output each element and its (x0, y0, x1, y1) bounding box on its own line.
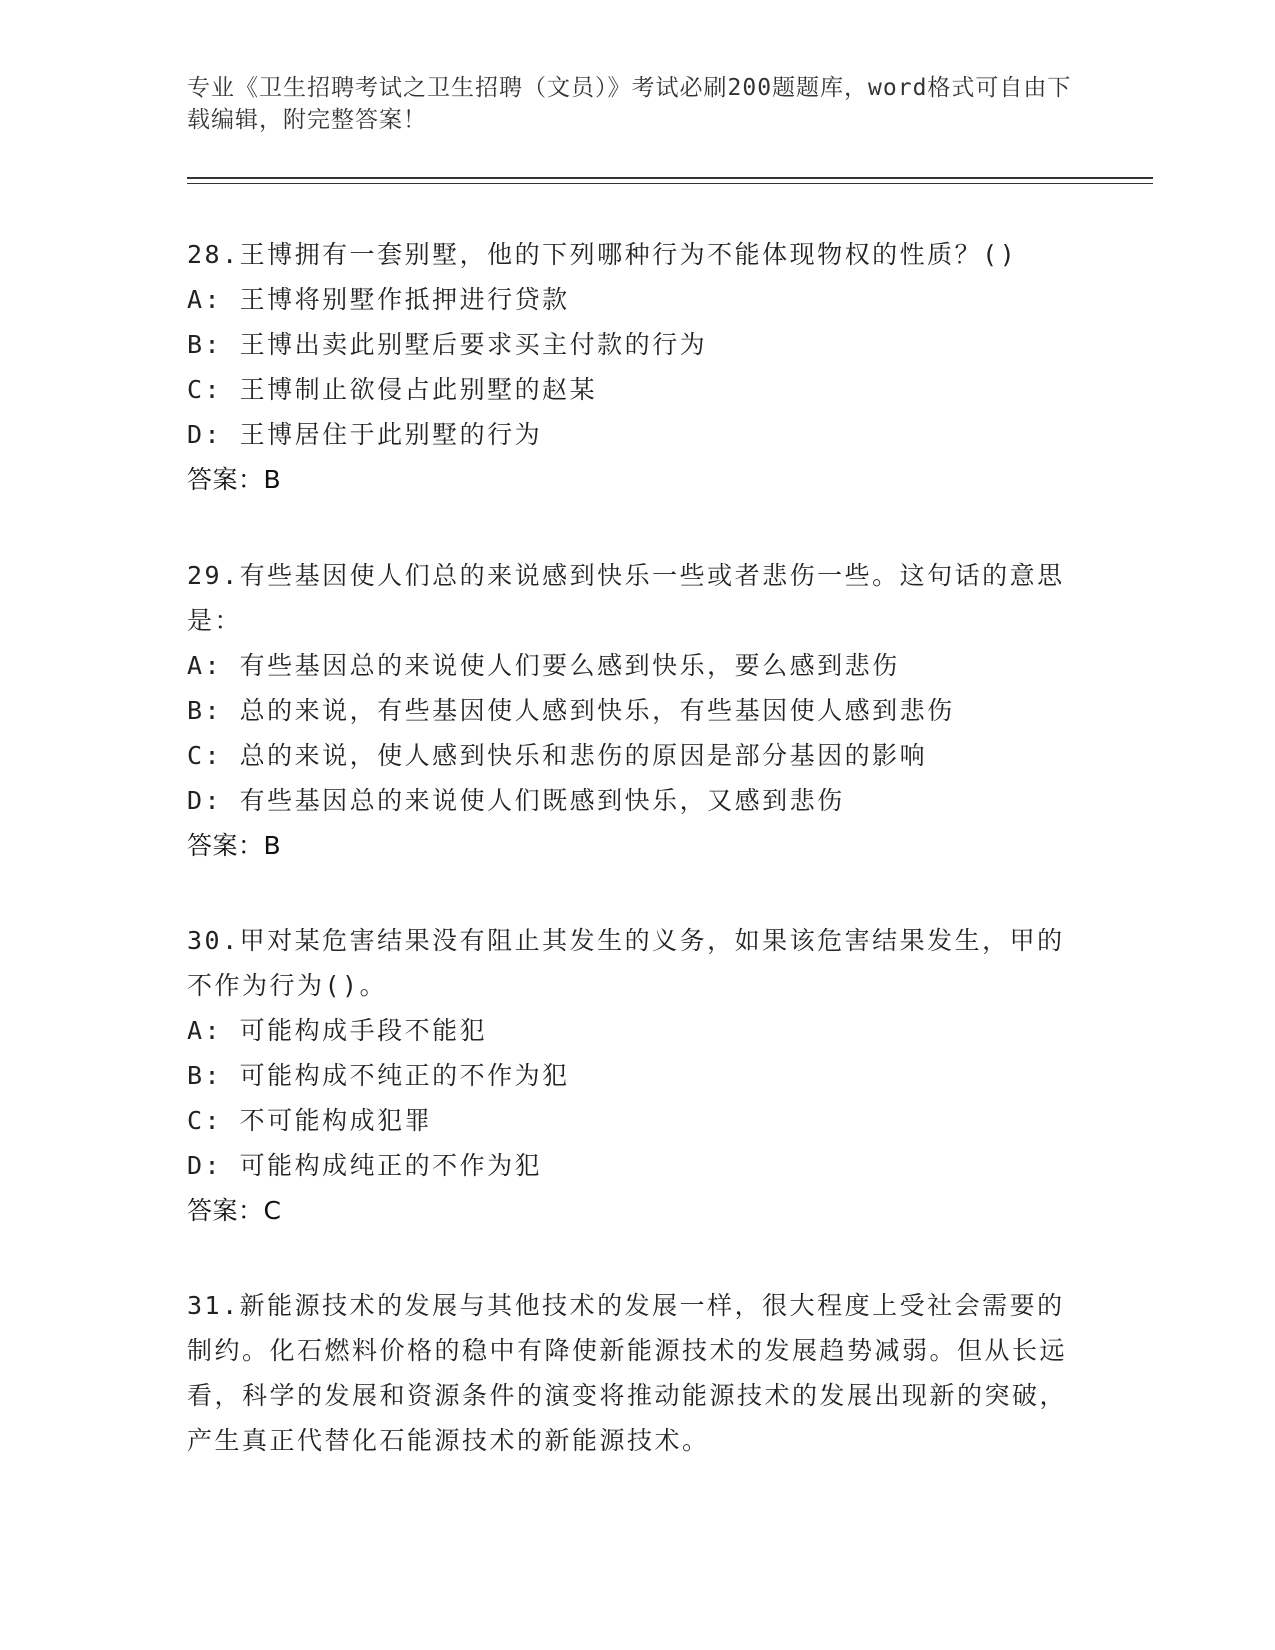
question-stem: 28.王博拥有一套别墅，他的下列哪种行为不能体现物权的性质？() (187, 240, 1018, 269)
option-d: D: 可能构成纯正的不作为犯 (187, 1151, 543, 1180)
question-stem: 29.有些基因使人们总的来说感到快乐一些或者悲伤一些。这句话的意思是： (187, 561, 1065, 635)
header-divider (187, 177, 1153, 179)
question-stem: 31.新能源技术的发展与其他技术的发展一样，很大程度上受社会需要的制约。化石燃料价格的稳中有降使新能源技术的发展趋势减弱。但从长远看，科学的发展和资源条件的演变将推动能源技术的发展出现新的突破，产生真正代替化石能源技术的新能源技术。 (187, 1291, 1068, 1455)
option-a: A: 有些基因总的来说使人们要么感到快乐，要么感到悲伤 (187, 651, 900, 680)
option-b: B: 王博出卖此别墅后要求买主付款的行为 (187, 330, 708, 359)
answer: 答案：C (187, 1196, 282, 1225)
header-divider-thin (187, 183, 1153, 184)
option-c: C: 不可能构成犯罪 (187, 1106, 433, 1135)
option-d: D: 王博居住于此别墅的行为 (187, 420, 543, 449)
option-c: C: 总的来说，使人感到快乐和悲伤的原因是部分基因的影响 (187, 741, 928, 770)
option-a: A: 可能构成手段不能犯 (187, 1016, 488, 1045)
option-b: B: 总的来说，有些基因使人感到快乐，有些基因使人感到悲伤 (187, 696, 955, 725)
answer: 答案：B (187, 465, 282, 494)
question-31 (187, 1283, 1087, 1463)
option-c: C: 王博制止欲侵占此别墅的赵某 (187, 375, 598, 404)
option-d: D: 有些基因总的来说使人们既感到快乐，又感到悲伤 (187, 786, 845, 815)
option-b: B: 可能构成不纯正的不作为犯 (187, 1061, 570, 1090)
question-30 (187, 918, 1087, 1233)
option-a: A: 王博将别墅作抵押进行贷款 (187, 285, 570, 314)
question-29 (187, 553, 1087, 868)
question-28 (187, 232, 1087, 502)
document-header: 专业《卫生招聘考试之卫生招聘（文员）》考试必刷200题题库，word格式可自由下载编辑，附完整答案！ (187, 75, 1072, 133)
question-stem: 30.甲对某危害结果没有阻止其发生的义务，如果该危害结果发生，甲的不作为行为()。 (187, 926, 1065, 1000)
answer: 答案：B (187, 831, 282, 860)
